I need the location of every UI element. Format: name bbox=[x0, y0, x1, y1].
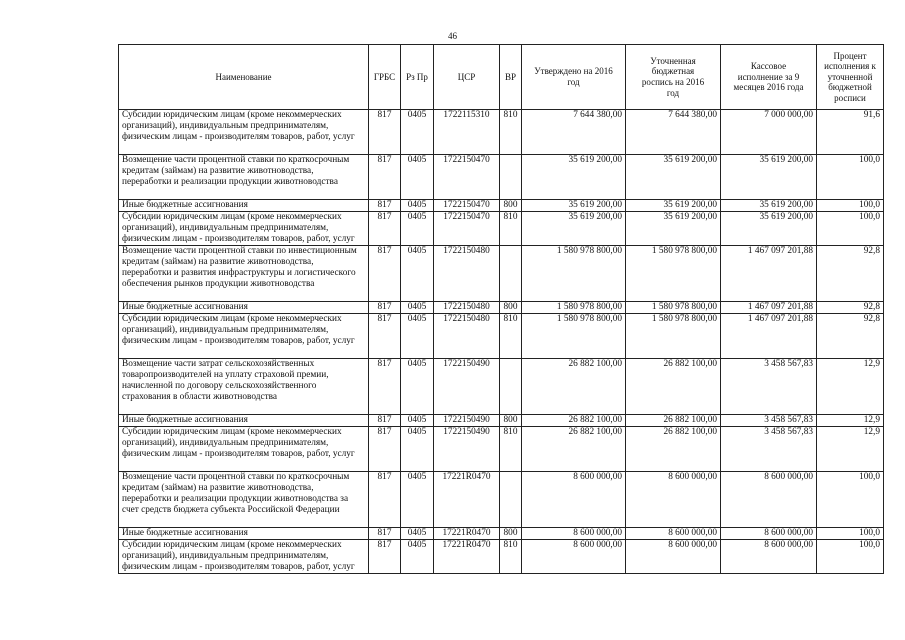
csr-cell: 17221R0470 bbox=[434, 472, 500, 528]
cash-cell: 8 600 000,00 bbox=[721, 472, 817, 528]
percent-cell: 100,0 bbox=[817, 155, 884, 200]
row-name: Субсидии юридическим лицам (кроме некоммерческих организаций), индивидуальным предпринимателям, физическим лицам - производителям товаров, работ, услуг bbox=[119, 110, 369, 155]
table-row bbox=[119, 212, 884, 246]
table-row bbox=[119, 540, 884, 574]
cash-cell: 8 600 000,00 bbox=[721, 540, 817, 574]
table-row bbox=[119, 302, 884, 314]
percent-cell: 12,9 bbox=[817, 427, 884, 472]
refined-cell: 8 600 000,00 bbox=[626, 540, 721, 574]
rzpr-cell: 0405 bbox=[401, 359, 434, 415]
table-row bbox=[119, 528, 884, 540]
vr-cell: 810 bbox=[500, 110, 522, 155]
row-name: Иные бюджетные ассигнования bbox=[119, 528, 369, 540]
table-row bbox=[119, 155, 884, 200]
rzpr-cell: 0405 bbox=[401, 472, 434, 528]
csr-cell: 1722150490 bbox=[434, 415, 500, 427]
cash-cell: 3 458 567,83 bbox=[721, 359, 817, 415]
percent-cell: 100,0 bbox=[817, 212, 884, 246]
vr-cell: 800 bbox=[500, 302, 522, 314]
vr-cell: 810 bbox=[500, 540, 522, 574]
csr-cell: 1722150480 bbox=[434, 246, 500, 302]
row-name: Возмещение части процентной ставки по инвестиционным кредитам (займам) на развитие животноводства, переработки и развития инфраструктуры и логистического обеспечения рынков продукции животноводства bbox=[119, 246, 369, 302]
column-header-csr: ЦСР bbox=[434, 45, 500, 110]
rzpr-cell: 0405 bbox=[401, 110, 434, 155]
table-body bbox=[119, 110, 884, 574]
cash-cell: 3 458 567,83 bbox=[721, 415, 817, 427]
row-name: Возмещение части затрат сельскохозяйственных товаропроизводителей на уплату страховой премии, начисленной по договору сельскохозяйственного страхования в области животноводства bbox=[119, 359, 369, 415]
approved-cell: 1 580 978 800,00 bbox=[522, 314, 626, 359]
table-row bbox=[119, 472, 884, 528]
rzpr-cell: 0405 bbox=[401, 246, 434, 302]
csr-cell: 1722115310 bbox=[434, 110, 500, 155]
grbs-cell: 817 bbox=[369, 540, 401, 574]
percent-cell: 100,0 bbox=[817, 528, 884, 540]
percent-cell: 100,0 bbox=[817, 540, 884, 574]
csr-cell: 17221R0470 bbox=[434, 528, 500, 540]
column-header-cash: Кассовое исполнение за 9 месяцев 2016 года bbox=[721, 45, 817, 110]
grbs-cell: 817 bbox=[369, 246, 401, 302]
rzpr-cell: 0405 bbox=[401, 155, 434, 200]
refined-cell: 8 600 000,00 bbox=[626, 528, 721, 540]
approved-cell: 1 580 978 800,00 bbox=[522, 246, 626, 302]
approved-cell: 8 600 000,00 bbox=[522, 472, 626, 528]
row-name: Иные бюджетные ассигнования bbox=[119, 302, 369, 314]
grbs-cell: 817 bbox=[369, 212, 401, 246]
refined-cell: 35 619 200,00 bbox=[626, 200, 721, 212]
refined-cell: 26 882 100,00 bbox=[626, 415, 721, 427]
rzpr-cell: 0405 bbox=[401, 528, 434, 540]
refined-cell: 7 644 380,00 bbox=[626, 110, 721, 155]
csr-cell: 1722150490 bbox=[434, 359, 500, 415]
refined-cell: 35 619 200,00 bbox=[626, 212, 721, 246]
budget-execution-table bbox=[118, 44, 884, 574]
refined-cell: 1 580 978 800,00 bbox=[626, 314, 721, 359]
csr-cell: 1722150470 bbox=[434, 212, 500, 246]
percent-cell: 92,8 bbox=[817, 246, 884, 302]
grbs-cell: 817 bbox=[369, 314, 401, 359]
column-header-refined: Уточненная бюджетная роспись на 2016 год bbox=[626, 45, 721, 110]
refined-cell: 35 619 200,00 bbox=[626, 155, 721, 200]
approved-cell: 35 619 200,00 bbox=[522, 155, 626, 200]
cash-cell: 35 619 200,00 bbox=[721, 200, 817, 212]
vr-cell: 810 bbox=[500, 314, 522, 359]
approved-cell: 26 882 100,00 bbox=[522, 415, 626, 427]
vr-cell: 810 bbox=[500, 212, 522, 246]
csr-cell: 1722150480 bbox=[434, 302, 500, 314]
vr-cell: 800 bbox=[500, 200, 522, 212]
column-header-vr: ВР bbox=[500, 45, 522, 110]
approved-cell: 7 644 380,00 bbox=[522, 110, 626, 155]
row-name: Возмещение части процентной ставки по краткосрочным кредитам (займам) на развитие животноводства, переработки и реализации продукции животноводства за счет средств бюджета субъекта Российской Федерации bbox=[119, 472, 369, 528]
table-row bbox=[119, 200, 884, 212]
rzpr-cell: 0405 bbox=[401, 540, 434, 574]
csr-cell: 17221R0470 bbox=[434, 540, 500, 574]
rzpr-cell: 0405 bbox=[401, 415, 434, 427]
approved-cell: 35 619 200,00 bbox=[522, 212, 626, 246]
cash-cell: 1 467 097 201,88 bbox=[721, 302, 817, 314]
column-header-approved: Утверждено на 2016 год bbox=[522, 45, 626, 110]
cash-cell: 8 600 000,00 bbox=[721, 528, 817, 540]
table-header-row bbox=[119, 45, 884, 110]
row-name: Субсидии юридическим лицам (кроме некоммерческих организаций), индивидуальным предпринимателям, физическим лицам - производителям товаров, работ, услуг bbox=[119, 314, 369, 359]
csr-cell: 1722150470 bbox=[434, 200, 500, 212]
refined-cell: 26 882 100,00 bbox=[626, 427, 721, 472]
grbs-cell: 817 bbox=[369, 472, 401, 528]
grbs-cell: 817 bbox=[369, 427, 401, 472]
column-header-percent: Процент исполнения к уточненной бюджетной росписи bbox=[817, 45, 884, 110]
vr-cell bbox=[500, 472, 522, 528]
refined-cell: 1 580 978 800,00 bbox=[626, 246, 721, 302]
vr-cell: 810 bbox=[500, 427, 522, 472]
refined-cell: 26 882 100,00 bbox=[626, 359, 721, 415]
percent-cell: 92,8 bbox=[817, 302, 884, 314]
grbs-cell: 817 bbox=[369, 200, 401, 212]
row-name: Субсидии юридическим лицам (кроме некоммерческих организаций), индивидуальным предпринимателям, физическим лицам - производителям товаров, работ, услуг bbox=[119, 212, 369, 246]
cash-cell: 35 619 200,00 bbox=[721, 155, 817, 200]
table-row bbox=[119, 314, 884, 359]
csr-cell: 1722150490 bbox=[434, 427, 500, 472]
rzpr-cell: 0405 bbox=[401, 212, 434, 246]
refined-cell: 8 600 000,00 bbox=[626, 472, 721, 528]
grbs-cell: 817 bbox=[369, 110, 401, 155]
percent-cell: 92,8 bbox=[817, 314, 884, 359]
grbs-cell: 817 bbox=[369, 415, 401, 427]
row-name: Возмещение части процентной ставки по краткосрочным кредитам (займам) на развитие животноводства, переработки и реализации продукции животноводства bbox=[119, 155, 369, 200]
approved-cell: 26 882 100,00 bbox=[522, 359, 626, 415]
percent-cell: 12,9 bbox=[817, 415, 884, 427]
rzpr-cell: 0405 bbox=[401, 302, 434, 314]
approved-cell: 35 619 200,00 bbox=[522, 200, 626, 212]
table-row bbox=[119, 246, 884, 302]
grbs-cell: 817 bbox=[369, 359, 401, 415]
table-row bbox=[119, 415, 884, 427]
vr-cell: 800 bbox=[500, 415, 522, 427]
vr-cell bbox=[500, 246, 522, 302]
vr-cell bbox=[500, 359, 522, 415]
column-header-grbs: ГРБС bbox=[369, 45, 401, 110]
rzpr-cell: 0405 bbox=[401, 314, 434, 359]
approved-cell: 1 580 978 800,00 bbox=[522, 302, 626, 314]
percent-cell: 100,0 bbox=[817, 200, 884, 212]
approved-cell: 8 600 000,00 bbox=[522, 528, 626, 540]
row-name: Субсидии юридическим лицам (кроме некоммерческих организаций), индивидуальным предпринимателям, физическим лицам - производителям товаров, работ, услуг bbox=[119, 427, 369, 472]
approved-cell: 8 600 000,00 bbox=[522, 540, 626, 574]
cash-cell: 1 467 097 201,88 bbox=[721, 246, 817, 302]
rzpr-cell: 0405 bbox=[401, 200, 434, 212]
grbs-cell: 817 bbox=[369, 302, 401, 314]
rzpr-cell: 0405 bbox=[401, 427, 434, 472]
page-number: 46 bbox=[448, 31, 457, 41]
column-header-name: Наименование bbox=[119, 45, 369, 110]
percent-cell: 100,0 bbox=[817, 472, 884, 528]
cash-cell: 3 458 567,83 bbox=[721, 427, 817, 472]
table-row bbox=[119, 359, 884, 415]
grbs-cell: 817 bbox=[369, 528, 401, 540]
vr-cell bbox=[500, 155, 522, 200]
grbs-cell: 817 bbox=[369, 155, 401, 200]
row-name: Иные бюджетные ассигнования bbox=[119, 415, 369, 427]
row-name: Субсидии юридическим лицам (кроме некоммерческих организаций), индивидуальным предпринимателям, физическим лицам - производителям товаров, работ, услуг bbox=[119, 540, 369, 574]
cash-cell: 7 000 000,00 bbox=[721, 110, 817, 155]
csr-cell: 1722150480 bbox=[434, 314, 500, 359]
percent-cell: 12,9 bbox=[817, 359, 884, 415]
cash-cell: 35 619 200,00 bbox=[721, 212, 817, 246]
approved-cell: 26 882 100,00 bbox=[522, 427, 626, 472]
vr-cell: 800 bbox=[500, 528, 522, 540]
percent-cell: 91,6 bbox=[817, 110, 884, 155]
table-row bbox=[119, 110, 884, 155]
table-row bbox=[119, 427, 884, 472]
csr-cell: 1722150470 bbox=[434, 155, 500, 200]
row-name: Иные бюджетные ассигнования bbox=[119, 200, 369, 212]
column-header-rzpr: Рз Пр bbox=[401, 45, 434, 110]
cash-cell: 1 467 097 201,88 bbox=[721, 314, 817, 359]
refined-cell: 1 580 978 800,00 bbox=[626, 302, 721, 314]
